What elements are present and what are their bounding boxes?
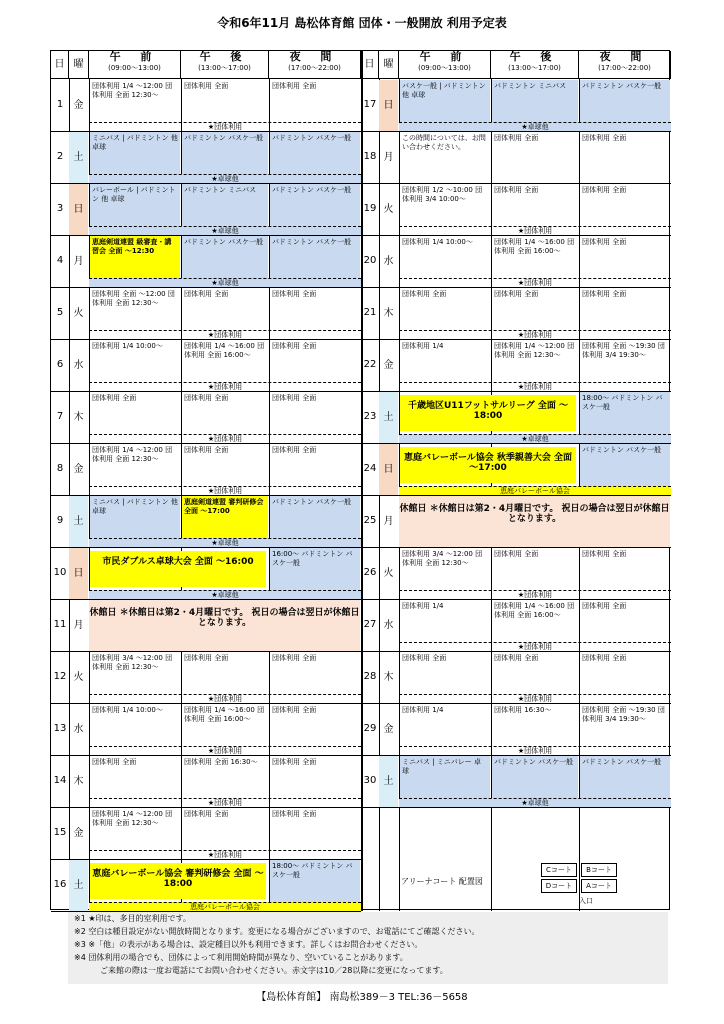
note-4: ※4 団体利用の場合でも、団体によって利用開始時間が異なり、空いていることがあります。 — [74, 953, 408, 962]
day-of-week: 木 — [73, 411, 84, 423]
morning-cell: 団体利用 全面 — [92, 758, 137, 766]
evening-cell: 団体利用 全面 — [582, 602, 627, 610]
multipurpose-room-note: ★卓球他 — [89, 538, 361, 547]
day-of-week: 月 — [73, 619, 84, 631]
day-number: 13 — [53, 723, 67, 734]
day-number: 9 — [56, 515, 64, 526]
day-number: 16 — [53, 879, 67, 890]
schedule-grid — [50, 50, 670, 910]
day-of-week: 金 — [383, 359, 394, 371]
evening-cell: 18:00～ バドミントン バスケ一般 — [270, 860, 360, 903]
arena-entrance: 入口 — [579, 897, 593, 905]
evening-cell: 団体利用 全面 — [582, 550, 627, 558]
day-number: 12 — [53, 671, 67, 682]
multipurpose-room-note: ★団体利用 — [399, 746, 671, 755]
header-time: (17:00～22:00) — [598, 64, 651, 72]
day-number: 26 — [363, 567, 377, 578]
note-5: ご来館の際は一度お電話にてお問い合わせください。赤文字は10／28以降に変更になってます。 — [100, 966, 448, 975]
header-label: 午 前 — [109, 50, 160, 63]
arena-diagram-label: アリーナコート 配置図 — [401, 877, 483, 886]
morning-cell: 団体利用 全面 — [92, 394, 137, 402]
afternoon-cell: 団体利用 全面 — [494, 134, 539, 142]
multipurpose-room-note: ★団体利用 — [89, 746, 361, 755]
court-c: Cコート — [541, 863, 577, 877]
day-of-week: 木 — [383, 671, 394, 683]
multipurpose-room-note: ★団体利用 — [89, 434, 361, 443]
day-of-week: 木 — [383, 307, 394, 319]
multipurpose-room-note: ★卓球他 — [399, 798, 671, 807]
afternoon-cell: バドミントン ミニバス — [492, 80, 578, 123]
header-label: 夜 間 — [599, 50, 650, 63]
day-of-week: 日 — [379, 80, 398, 131]
day-number: 27 — [363, 619, 377, 630]
morning-cell: ミニバス | バドミントン 他 卓球 — [90, 132, 180, 175]
evening-cell: 団体利用 全面 — [272, 446, 317, 454]
day-of-week: 土 — [69, 860, 88, 911]
day-of-week: 月 — [73, 255, 84, 267]
evening-cell: バドミントン バスケ一般 — [580, 444, 670, 487]
morning-cell: バレーボール | バドミントン 他 卓球 — [90, 184, 180, 227]
event-block: 市民ダブルス卓球大会 全面 ～16:00 — [90, 551, 266, 587]
evening-cell: 団体利用 全面 — [272, 394, 317, 402]
event-block: 恵庭バレーボール協会 審判研修会 全面 ～18:00 — [90, 863, 266, 899]
multipurpose-room-note: ★団体利用 — [399, 226, 671, 235]
day-of-week: 水 — [73, 359, 84, 371]
morning-cell: ミニバス | ミニバレー 卓球 — [400, 756, 490, 799]
evening-cell: バドミントン バスケ一般 — [270, 184, 360, 227]
multipurpose-room-note: ★卓球他 — [399, 122, 671, 131]
day-number: 18 — [363, 151, 377, 162]
day-of-week: 水 — [73, 723, 84, 735]
day-of-week: 水 — [383, 619, 394, 631]
header-label: 夜 間 — [289, 50, 340, 63]
evening-cell: バドミントン バスケ一般 — [580, 756, 670, 799]
afternoon-cell: 団体利用 全面 — [184, 82, 229, 90]
day-number: 3 — [56, 203, 64, 214]
day-number: 7 — [56, 411, 64, 422]
morning-cell: 団体利用 1/4 ～12:00 団体利用 全面 12:30～ — [92, 810, 173, 827]
note-3: ※3 ※「他」の表示がある場合は、設定種目以外も利用できます。詳しくはお問合わせください。 — [74, 940, 423, 949]
morning-cell: 団体利用 全面 ～12:00 団体利用 全面 12:30～ — [92, 290, 175, 307]
multipurpose-room-note: ★団体利用 — [89, 382, 361, 391]
morning-cell: 団体利用 1/4 — [402, 706, 444, 714]
header-cell — [399, 51, 491, 79]
multipurpose-room-note: ★団体利用 — [399, 382, 671, 391]
day-number: 21 — [363, 307, 377, 318]
multipurpose-room-note: ★卓球他 — [399, 434, 671, 443]
multipurpose-room-note: ★卓球他 — [89, 590, 361, 599]
morning-cell: 団体利用 3/4 ～12:00 団体利用 全面 12:30～ — [92, 654, 173, 671]
evening-cell: 団体利用 全面 ～19:30 団体利用 3/4 19:30～ — [582, 342, 665, 359]
evening-cell: 18:00～ バドミントン バスケ一般 — [580, 392, 670, 435]
afternoon-cell: 団体利用 全面 16:30～ — [184, 758, 258, 766]
day-of-week: 火 — [73, 671, 84, 683]
evening-cell: 団体利用 全面 — [272, 290, 317, 298]
morning-cell: 団体利用 3/4 ～12:00 団体利用 全面 12:30～ — [402, 550, 483, 567]
day-of-week: 金 — [73, 827, 84, 839]
afternoon-cell: 団体利用 全面 — [494, 290, 539, 298]
afternoon-cell: 団体利用 全面 — [184, 654, 229, 662]
day-of-week: 日 — [69, 548, 88, 599]
afternoon-cell: バドミントン バスケ一般 — [182, 132, 268, 175]
header-cell: 曜 — [379, 51, 399, 79]
header-label: 午 後 — [199, 50, 250, 63]
evening-cell: 団体利用 全面 — [272, 342, 317, 350]
event-block: 千歳地区U11フットサルリーグ 全面 ～18:00 — [400, 395, 576, 431]
day-number: 11 — [53, 619, 67, 630]
morning-cell: 団体利用 1/4 — [402, 602, 444, 610]
day-of-week: 金 — [73, 99, 84, 111]
header-cell — [579, 51, 671, 79]
evening-cell: バドミントン バスケ一般 — [270, 236, 360, 279]
multipurpose-room-note: ★団体利用 — [399, 694, 671, 703]
footer-address: 【島松体育館】 南島松389－3 TEL:36－5658 — [256, 992, 468, 1003]
day-of-week: 日 — [69, 184, 88, 235]
day-number: 29 — [363, 723, 377, 734]
note-2: ※2 空白は種目設定がない開放時間となります。変更になる場合がございますので、お電話にてご確認ください。 — [74, 927, 480, 936]
morning-cell: 団体利用 1/4 10:00～ — [92, 342, 163, 350]
day-number: 14 — [53, 775, 67, 786]
day-of-week: 土 — [379, 392, 398, 443]
multipurpose-room-note: ★団体利用 — [399, 590, 671, 599]
header-cell — [89, 51, 181, 79]
morning-cell: この時間については、お問い合わせください。 — [402, 134, 486, 151]
day-number: 8 — [56, 463, 64, 474]
multipurpose-room-note: ★団体利用 — [89, 330, 361, 339]
header-label: 午 前 — [419, 50, 470, 63]
day-number: 15 — [53, 827, 67, 838]
closed-notice: 休館日 ＊休館日は第2・4月曜日です。 祝日の場合は翌日が休館日となります。 — [89, 600, 360, 651]
day-of-week: 水 — [383, 255, 394, 267]
evening-cell: 団体利用 全面 — [272, 758, 317, 766]
day-of-week: 土 — [379, 756, 398, 807]
day-of-week: 土 — [69, 132, 88, 183]
multipurpose-room-note: ★卓球他 — [89, 278, 361, 287]
afternoon-cell: 団体利用 1/4 ～16:00 団体利用 全面 16:00～ — [494, 238, 575, 255]
day-number: 24 — [363, 463, 377, 474]
day-number: 1 — [56, 99, 64, 110]
morning-cell: 団体利用 1/4 — [402, 342, 444, 350]
day-number: 10 — [53, 567, 67, 578]
day-number: 23 — [363, 411, 377, 422]
header-time: (13:00～17:00) — [198, 64, 251, 72]
day-of-week: 日 — [379, 444, 398, 495]
multipurpose-room-note: ★団体利用 — [89, 122, 361, 131]
multipurpose-room-note: ★卓球他 — [89, 174, 361, 183]
afternoon-cell: 団体利用 全面 — [184, 394, 229, 402]
day-of-week: 火 — [383, 203, 394, 215]
multipurpose-room-note: ★団体利用 — [399, 330, 671, 339]
day-number: 19 — [363, 203, 377, 214]
day-number: 30 — [363, 775, 377, 786]
notes — [68, 912, 668, 984]
afternoon-cell: バドミントン ミニバス — [182, 184, 268, 227]
evening-cell: 団体利用 全面 — [272, 706, 317, 714]
multipurpose-room-note: 恵庭バレーボール協会 — [89, 902, 361, 911]
court-a: Aコート — [581, 879, 617, 893]
header-cell: 曜 — [69, 51, 89, 79]
morning-cell: 団体利用 1/4 ～12:00 団体利用 全面 12:30～ — [92, 446, 173, 463]
day-number: 17 — [363, 99, 377, 110]
header-cell — [491, 51, 579, 79]
day-number: 2 — [56, 151, 64, 162]
afternoon-cell: 団体利用 1/4 ～12:00 団体利用 全面 12:30～ — [494, 342, 575, 359]
day-of-week: 火 — [383, 567, 394, 579]
morning-cell: 団体利用 1/4 10:00～ — [402, 238, 473, 246]
court-d: Dコート — [541, 879, 577, 893]
evening-cell: 団体利用 全面 — [582, 290, 627, 298]
afternoon-cell: 団体利用 1/4 ～16:00 団体利用 全面 16:00～ — [494, 602, 575, 619]
afternoon-cell: 団体利用 全面 — [494, 550, 539, 558]
day-number: 4 — [56, 255, 64, 266]
afternoon-cell: 団体利用 全面 — [494, 186, 539, 194]
day-number: 5 — [56, 307, 64, 318]
afternoon-cell: 恵庭剣道連盟 審判研修会 全面 ～17:00 — [182, 496, 268, 539]
court-b: Bコート — [581, 863, 617, 877]
evening-cell: バドミントン バスケ一般 — [580, 80, 670, 123]
day-of-week: 金 — [383, 723, 394, 735]
afternoon-cell: 団体利用 16:30～ — [494, 706, 552, 714]
day-of-week: 月 — [383, 515, 394, 527]
morning-cell: バスケ一般 | バドミントン 他 卓球 — [400, 80, 490, 123]
header-cell: 日 — [51, 51, 69, 79]
day-number: 6 — [56, 359, 64, 370]
morning-cell: ミニバス | バドミントン 他 卓球 — [90, 496, 180, 539]
afternoon-cell: バドミントン バスケ一般 — [492, 756, 578, 799]
header-time: (13:00～17:00) — [508, 64, 561, 72]
multipurpose-room-note: ★団体利用 — [89, 486, 361, 495]
morning-cell: 団体利用 全面 — [402, 654, 447, 662]
multipurpose-room-note: ★団体利用 — [89, 850, 361, 859]
header-cell: 日 — [361, 51, 379, 79]
morning-cell: 団体利用 1/4 ～12:00 団体利用 全面 12:30～ — [92, 82, 173, 99]
afternoon-cell: 団体利用 1/4 ～16:00 団体利用 全面 16:00～ — [184, 342, 265, 359]
multipurpose-room-note: ★団体利用 — [399, 642, 671, 651]
header-time: (09:00～13:00) — [108, 64, 161, 72]
afternoon-cell: 団体利用 全面 — [184, 446, 229, 454]
header-cell — [269, 51, 361, 79]
evening-cell: 団体利用 全面 — [582, 134, 627, 142]
multipurpose-room-note: ★団体利用 — [89, 798, 361, 807]
day-of-week: 金 — [73, 463, 84, 475]
morning-cell: 団体利用 全面 — [402, 290, 447, 298]
multipurpose-room-note: ★団体利用 — [399, 278, 671, 287]
afternoon-cell: バドミントン バスケ一般 — [182, 236, 268, 279]
morning-cell: 団体利用 1/4 10:00～ — [92, 706, 163, 714]
header-cell — [181, 51, 269, 79]
header-time: (09:00～13:00) — [418, 64, 471, 72]
evening-cell: 団体利用 全面 — [272, 654, 317, 662]
day-of-week: 月 — [383, 151, 394, 163]
evening-cell: 16:00～ バドミントン バスケ一般 — [270, 548, 360, 591]
evening-cell: 団体利用 全面 — [272, 810, 317, 818]
header-label: 午 後 — [509, 50, 560, 63]
day-number: 20 — [363, 255, 377, 266]
evening-cell: 団体利用 全面 — [582, 186, 627, 194]
evening-cell: 団体利用 全面 — [272, 82, 317, 90]
evening-cell: 団体利用 全面 — [582, 238, 627, 246]
day-of-week: 火 — [73, 307, 84, 319]
row-divider — [361, 807, 671, 808]
note-1: ※1 ★印は、多目的室利用です。 — [74, 914, 191, 923]
morning-cell: 団体利用 1/2 ～10:00 団体利用 3/4 10:00～ — [402, 186, 483, 203]
closed-notice: 休館日 ＊休館日は第2・4月曜日です。 祝日の場合は翌日が休館日となります。 — [399, 496, 670, 547]
evening-cell: バドミントン バスケ一般 — [270, 132, 360, 175]
day-of-week: 木 — [73, 775, 84, 787]
day-number: 22 — [363, 359, 377, 370]
header-time: (17:00～22:00) — [288, 64, 341, 72]
multipurpose-room-note: 恵庭バレーボール協会 — [399, 486, 671, 495]
multipurpose-room-note: ★卓球他 — [89, 226, 361, 235]
afternoon-cell: 団体利用 全面 — [184, 290, 229, 298]
evening-cell: 団体利用 全面 ～19:30 団体利用 3/4 19:30～ — [582, 706, 665, 723]
afternoon-cell: 団体利用 全面 — [494, 654, 539, 662]
morning-cell: 恵庭剣道連盟 級審査・講習会 全面 ～12:30 — [90, 236, 180, 279]
afternoon-cell: 団体利用 1/4 ～16:00 団体利用 全面 16:00～ — [184, 706, 265, 723]
day-number: 25 — [363, 515, 377, 526]
evening-cell: 団体利用 全面 — [582, 654, 627, 662]
day-number: 28 — [363, 671, 377, 682]
event-block: 恵庭バレーボール協会 秋季親善大会 全面 ～17:00 — [400, 447, 576, 483]
day-of-week: 土 — [69, 496, 88, 547]
afternoon-cell: 団体利用 全面 — [184, 810, 229, 818]
multipurpose-room-note: ★団体利用 — [89, 694, 361, 703]
page-title: 令和6年11月 島松体育館 団体・一般開放 利用予定表 — [217, 16, 507, 30]
evening-cell: バドミントン バスケ一般 — [270, 496, 360, 539]
